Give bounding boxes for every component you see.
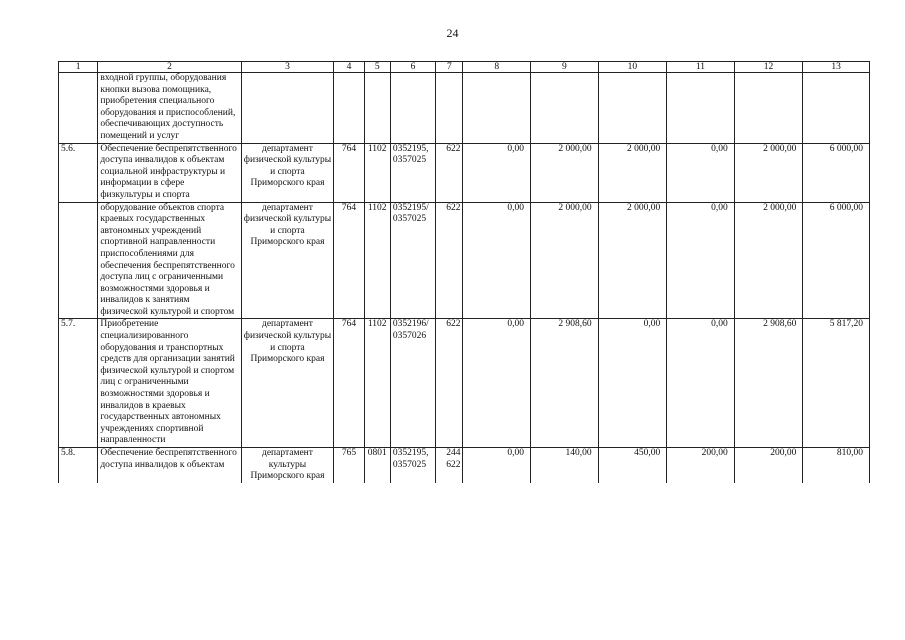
header-cell: 9 [531,62,599,73]
row-grbs: 764 [334,319,364,448]
row-grbs: 764 [334,202,364,319]
row-value-12: 2 000,00 [734,202,803,319]
row-vr: 622 [436,202,463,319]
header-row [59,62,870,73]
row-rzpr [364,73,390,144]
row-value-10: 0,00 [598,319,667,448]
row-name: оборудование объектов спорта краевых государственных автономных учреждений спортивной направленности приспособлениями для обеспечения беспрепятственного доступа лиц с ограниченными возможностями здоровья и инвалидов к занятиям физической культурой и спортом [98,202,241,319]
table-row [59,448,870,483]
row-value-8: 0,00 [463,448,531,483]
row-rzpr: 1102 [364,143,390,202]
row-value-11: 0,00 [667,202,735,319]
table-row [59,73,870,144]
row-value-9: 140,00 [531,448,599,483]
row-value-11: 0,00 [667,143,735,202]
header-cell: 8 [463,62,531,73]
table-row [59,143,870,202]
header-cell: 7 [436,62,463,73]
row-department: департамент физической культуры и спорта Приморского края [241,202,334,319]
row-value-8 [463,73,531,144]
row-number: 5.6. [59,143,98,202]
header-cell: 1 [59,62,98,73]
row-csr: 0352195, 0357025 [390,143,435,202]
row-value-11 [667,73,735,144]
row-value-13: 6 000,00 [803,143,870,202]
row-number: 5.7. [59,319,98,448]
row-value-9: 2 908,60 [531,319,599,448]
row-name: входной группы, оборудования кнопки вызова помощника, приобретения специального оборудования и приспособлений, обеспечивающих доступность помещений и услуг [98,73,241,144]
row-value-11: 200,00 [667,448,735,483]
row-grbs: 765 [334,448,364,483]
table-row [59,202,870,319]
row-value-12 [734,73,803,144]
row-value-12: 2 908,60 [734,319,803,448]
row-number: 5.8. [59,448,98,483]
row-value-13 [803,73,870,144]
row-value-8: 0,00 [463,202,531,319]
row-csr [390,73,435,144]
row-name: Приобретение специализированного оборудования и транспортных средств для организации занятий физической культурой и спортом лиц с ограниченными возможностями здоровья и инвалидов в краевых государственных автономных учреждениях спортивной направленности [98,319,241,448]
row-name: Обеспечение беспрепятственного доступа инвалидов к объектам [98,448,241,483]
row-rzpr: 1102 [364,319,390,448]
row-value-10: 450,00 [598,448,667,483]
row-department [241,73,334,144]
row-csr: 0352195/ 0357025 [390,202,435,319]
row-grbs: 764 [334,143,364,202]
header-cell: 13 [803,62,870,73]
header-cell: 12 [734,62,803,73]
row-value-11: 0,00 [667,319,735,448]
row-csr: 0352196/ 0357026 [390,319,435,448]
header-cell: 4 [334,62,364,73]
row-value-10: 2 000,00 [598,143,667,202]
row-vr: 622 [436,319,463,448]
row-value-8: 0,00 [463,319,531,448]
row-department: департамент физической культуры и спорта Приморского края [241,319,334,448]
row-value-12: 200,00 [734,448,803,483]
page-number: 24 [446,26,459,40]
row-value-10 [598,73,667,144]
row-value-10: 2 000,00 [598,202,667,319]
row-value-9: 2 000,00 [531,143,599,202]
header-cell: 6 [390,62,435,73]
row-rzpr: 1102 [364,202,390,319]
row-value-13: 6 000,00 [803,202,870,319]
row-number [59,73,98,144]
row-csr: 0352195, 0357025 [390,448,435,483]
header-cell: 2 [98,62,241,73]
table-row [59,319,870,448]
row-value-13: 5 817,20 [803,319,870,448]
row-value-12: 2 000,00 [734,143,803,202]
row-value-9 [531,73,599,144]
row-vr [436,73,463,144]
row-vr: 244 622 [436,448,463,483]
row-vr: 622 [436,143,463,202]
row-name: Обеспечение беспрепятственного доступа инвалидов к объектам социальной инфраструктуры и информации в сфере физкультуры и спорта [98,143,241,202]
row-department: департамент культуры Приморского края [241,448,334,483]
row-value-9: 2 000,00 [531,202,599,319]
row-rzpr: 0801 [364,448,390,483]
row-value-13: 810,00 [803,448,870,483]
row-grbs [334,73,364,144]
row-department: департамент физической культуры и спорта Приморского края [241,143,334,202]
row-number [59,202,98,319]
header-cell: 5 [364,62,390,73]
row-value-8: 0,00 [463,143,531,202]
header-cell: 10 [598,62,667,73]
program-table [58,61,870,483]
header-cell: 3 [241,62,334,73]
header-cell: 11 [667,62,735,73]
